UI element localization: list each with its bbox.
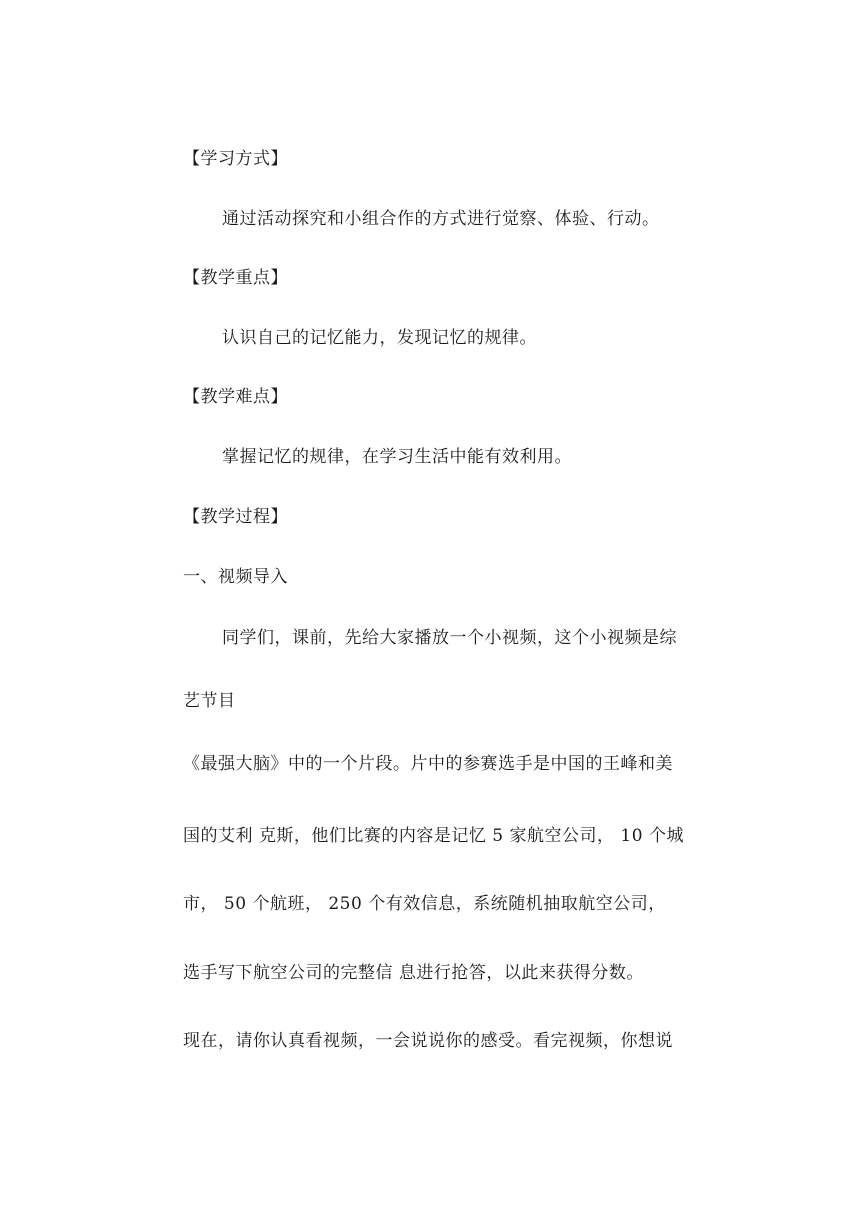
- paragraph-line: 市， 50 个航班， 250 个有效信息，系统随机抽取航空公司，: [183, 894, 666, 914]
- paragraph-line: 同学们，课前，先给大家播放一个小视频，这个小视频是综: [222, 628, 677, 648]
- paragraph-line: 国的艾利 克斯，他们比赛的内容是记忆 5 家航空公司， 10 个城: [183, 826, 684, 846]
- teaching-process-heading: 【教学过程】: [183, 507, 288, 527]
- key-points-heading: 【教学重点】: [183, 268, 288, 288]
- learning-method-heading: 【学习方式】: [183, 149, 288, 169]
- step-one-title: 一、视频导入: [183, 567, 288, 587]
- difficulty-heading: 【教学难点】: [183, 387, 288, 407]
- paragraph-line: 现在，请你认真看视频，一会说说你的感受。看完视频，你想说: [183, 1031, 673, 1051]
- learning-method-text: 通过活动探究和小组合作的方式进行觉察、体验、行动。: [222, 209, 660, 229]
- paragraph-line: 选手写下航空公司的完整信 息进行抢答，以此来获得分数。: [183, 963, 644, 983]
- key-points-text: 认识自己的记忆能力，发现记忆的规律。: [222, 328, 537, 348]
- paragraph-line: 艺节目: [183, 691, 236, 711]
- paragraph-line: 《最强大脑》中的一个片段。片中的参赛选手是中国的王峰和美: [183, 754, 673, 774]
- difficulty-text: 掌握记忆的规律，在学习生活中能有效利用。: [222, 447, 572, 467]
